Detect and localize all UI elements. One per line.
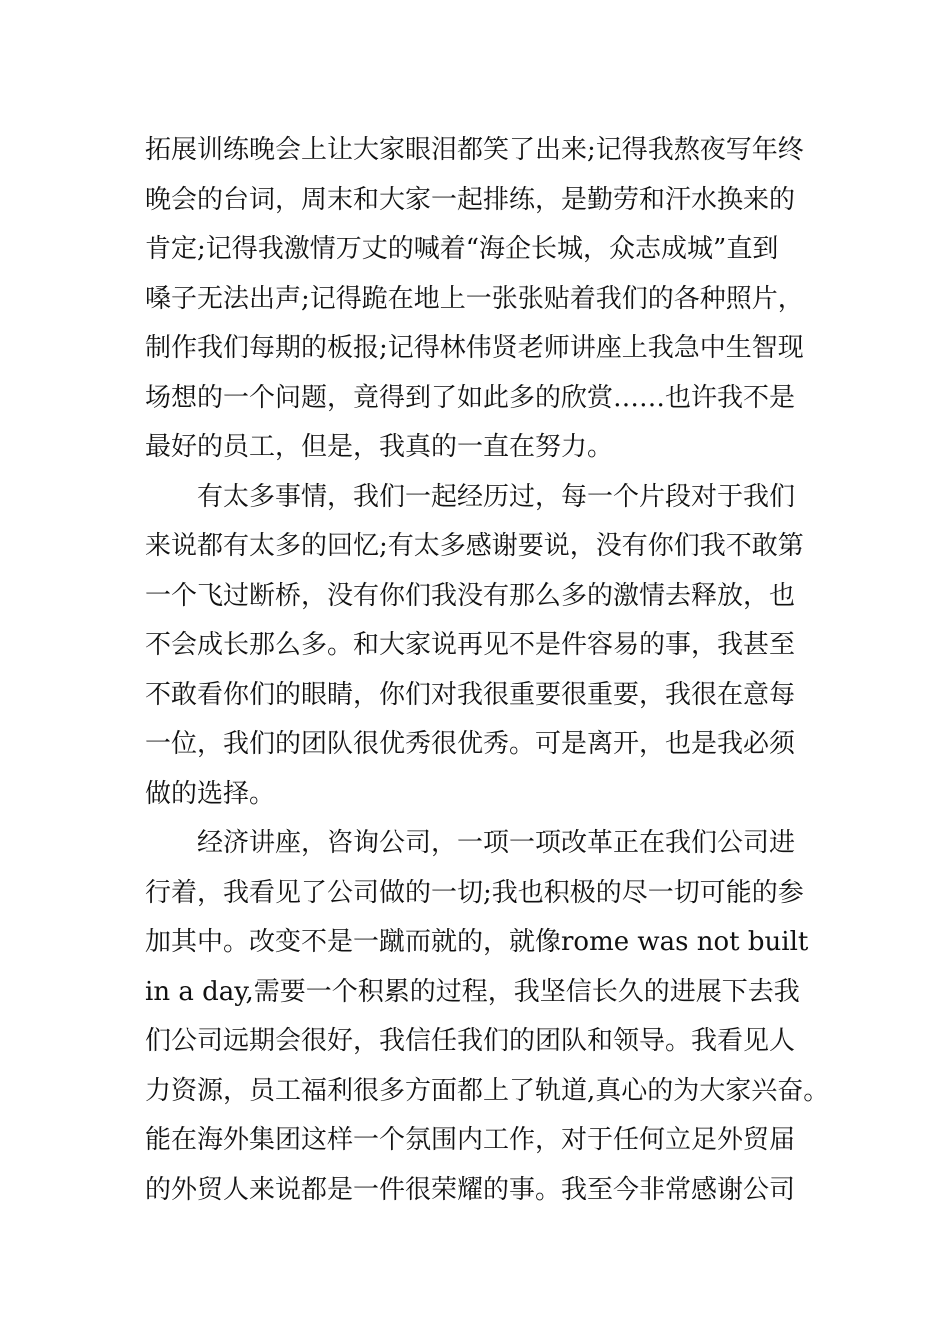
text-line: 不会成长那么多。和大家说再见不是件容易的事，我甚至 [145, 630, 796, 660]
text-line: 一个飞过断桥，没有你们我没有那么多的激情去释放，也 [145, 580, 796, 611]
text-line: 肯定;记得我激情万丈的喊着“海企长城，众志成城”直到 [145, 234, 779, 264]
text-line: 不敢看你们的眼睛，你们对我很重要很重要，我很在意每 [145, 679, 796, 710]
paragraph-3 [145, 819, 830, 1215]
text-line: 们公司远期会很好，我信任我们的团队和领导。我看见人 [145, 1026, 796, 1056]
text-line: 最好的员工，但是，我真的一直在努力。 [145, 432, 614, 462]
text-line: 力资源，员工福利很多方面都上了轨道,真心的为大家兴奋。 [145, 1075, 830, 1106]
text-line: 晚会的台词，周末和大家一起排练，是勤劳和汗水换来的 [145, 184, 796, 215]
text-line: 来说都有太多的回忆;有太多感谢要说，没有你们我不敢第 [145, 531, 804, 561]
text-line: 有太多事情，我们一起经历过，每一个片段对于我们 [197, 481, 796, 512]
text-line: 一位，我们的团队很优秀很优秀。可是离开，也是我必须 [145, 729, 796, 759]
text-line: 拓展训练晚会上让大家眼泪都笑了出来;记得我熬夜写年终 [145, 135, 804, 165]
text-line: 加其中。改变不是一蹴而就的，就像rome was not built [145, 927, 809, 957]
text-line: 场想的一个问题，竟得到了如此多的欣赏……也许我不是 [145, 382, 796, 413]
text-line: 制作我们每期的板报;记得林伟贤老师讲座上我急中生智现 [145, 333, 804, 363]
text-line: 嗓子无法出声;记得跪在地上一张张贴着我们的各种照片， [145, 283, 804, 314]
paragraph-1 [145, 126, 825, 473]
paragraph-2 [145, 473, 825, 820]
text-line: 能在海外集团这样一个氛围内工作，对于任何立足外贸届 [145, 1125, 796, 1155]
text-line: 的外贸人来说都是一件很荣耀的事。我至今非常感谢公司 [145, 1174, 796, 1205]
text-line: 经济讲座，咨询公司，一项一项改革正在我们公司进 [197, 828, 796, 858]
text-line: 行着，我看见了公司做的一切;我也积极的尽一切可能的参 [145, 877, 804, 908]
text-line: in a day,需要一个积累的过程，我坚信长久的进展下去我 [145, 976, 800, 1007]
document-body [145, 126, 830, 1215]
text-line: 做的选择。 [145, 778, 276, 809]
